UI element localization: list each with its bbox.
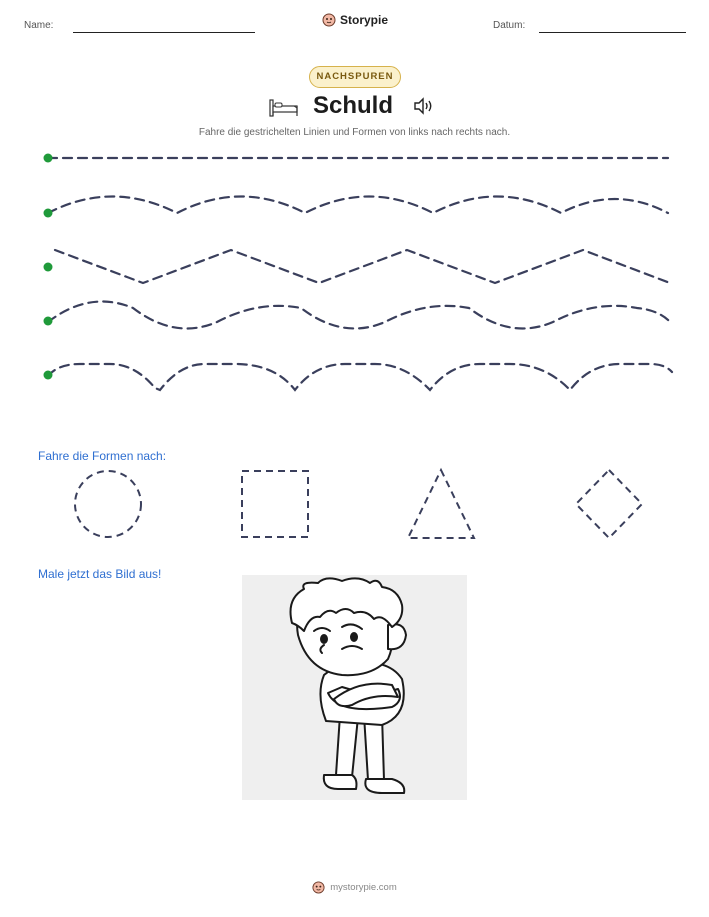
brand-name: Storypie — [340, 13, 389, 27]
trace-square — [242, 471, 308, 537]
instruction-text: Fahre die gestrichelten Linien und Formen von links nach rechts nach. — [198, 127, 511, 138]
trace-line-zigzag — [55, 250, 670, 283]
bed-icon — [268, 94, 300, 118]
start-dot — [44, 154, 53, 163]
start-dot — [44, 371, 53, 380]
trace-circle — [75, 471, 141, 537]
page-title: Schuld — [313, 92, 394, 119]
brand — [322, 13, 388, 27]
start-dot — [44, 209, 53, 218]
activity-badge: NACHSPUREN — [309, 66, 401, 88]
name-line[interactable] — [73, 32, 255, 33]
shapes-heading: Fahre die Formen nach: — [38, 449, 167, 463]
footer — [0, 881, 709, 894]
date-line[interactable] — [539, 32, 686, 33]
speaker-icon[interactable] — [413, 97, 435, 115]
tracing-lines — [0, 140, 709, 400]
trace-line-wave — [48, 302, 672, 329]
coloring-heading: Male jetzt das Bild aus! — [38, 567, 162, 581]
storypie-logo-icon — [322, 13, 336, 27]
date-label: Datum: — [493, 20, 526, 31]
trace-triangle — [408, 470, 474, 538]
name-label: Name: — [24, 20, 54, 31]
storypie-logo-icon — [312, 881, 325, 894]
tracing-shapes — [0, 462, 709, 547]
start-dot — [44, 317, 53, 326]
coloring-image — [242, 575, 467, 800]
boy-coloring-illustration — [242, 575, 467, 800]
trace-line-bumps — [48, 364, 672, 390]
footer-link[interactable]: mystorypie.com — [330, 882, 397, 893]
trace-diamond — [576, 470, 642, 538]
trace-line-arc — [48, 197, 668, 214]
start-dot — [44, 263, 53, 272]
